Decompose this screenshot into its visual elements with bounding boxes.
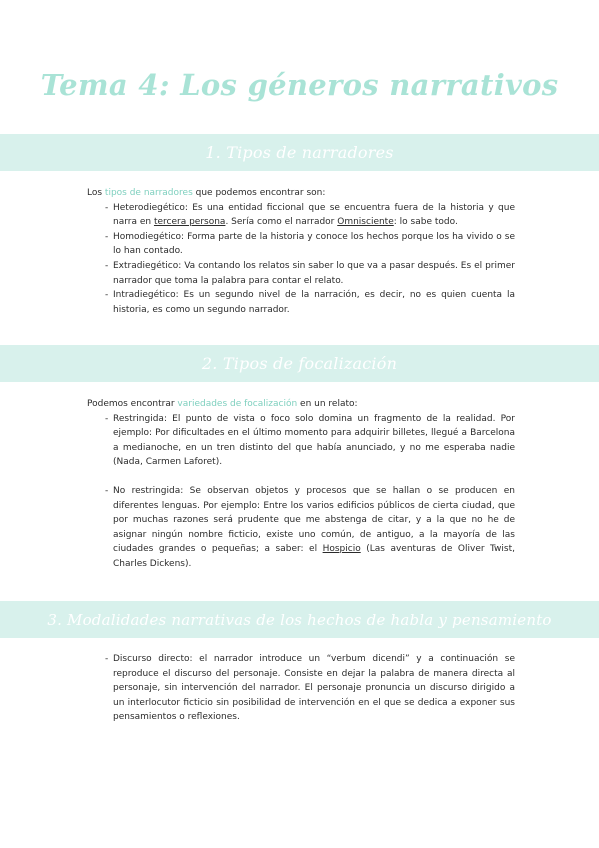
section-heading-modalidades: 3. Modalidades narrativas de los hechos de habla y pensamiento: [0, 601, 599, 638]
item-text: Heterodiegético: Es una entidad ficcional que se encuentra fuera de la historia y que narra en: [113, 202, 515, 228]
item-text: : lo sabe todo.: [393, 217, 458, 228]
intro-text: Podemos encontrar: [87, 399, 178, 409]
list-item: - Homodiegético: Forma parte de la historia y conoce los hechos porque los ha vivido o se lo han contado.: [87, 230, 515, 259]
intro-paragraph: [87, 186, 515, 201]
intro-text: que podemos encontrar son:: [192, 188, 326, 198]
narrator-list: [87, 201, 515, 318]
item-text: . Sería como el narrador: [225, 217, 338, 228]
intro-text: en un relato:: [297, 399, 358, 409]
list-item: [87, 201, 515, 230]
item-text: No restringida: Se observan objetos y procesos que se hallan o se producen en diferentes lenguas. Por ejemplo: Entre los varios edificios públicos de cierta ciudad, que por muchas razones será prudente que me abstenga de citar, y a la que no he de asignar ningún nombre ficticio, existe uno común, de antiguo, a la mayoría de las ciudades grandes o pequeñas; a saber: el: [113, 485, 515, 555]
list-item: - Extradiegético: Va contando los relatos sin saber lo que va a pasar después. Es el primer narrador que toma la palabra para contar el relato.: [87, 259, 515, 288]
underlined-term: tercera persona: [153, 217, 226, 228]
section-heading-focalizacion: 2. Tipos de focalización: [0, 345, 599, 382]
focalization-list: [87, 412, 515, 572]
document-title: Tema 4: Los géneros narrativos: [40, 68, 559, 102]
section-body-modalidades: [87, 652, 515, 725]
item-text: (Las aventuras de Oliver Twist, Charles Dickens).: [113, 544, 515, 569]
list-item: - Intradiegético: Es un segundo nivel de la narración, es decir, no es quien cuenta la historia, es como un segundo narrador.: [87, 288, 515, 317]
underlined-term: Omnisciente: [337, 217, 394, 228]
section-heading-narradores: 1. Tipos de narradores: [0, 134, 599, 171]
list-item: [87, 484, 515, 572]
list-item: - Restringida: El punto de vista o foco solo domina un fragmento de la realidad. Por ejemplo: Por dificultades en el último momento para adquirir billetes, llegué a Barcelona a medianoche, en un tren distinto del que había anunciado, y no me esperaba nadie (Nada, Carmen Laforet).: [87, 412, 515, 470]
intro-paragraph: [87, 397, 515, 412]
highlighted-term: tipos de narradores: [104, 188, 193, 198]
section-body-focalizacion: [87, 397, 515, 572]
underlined-term: Hospicio: [322, 544, 361, 555]
list-item: - Discurso directo: el narrador introduce un “verbum dicendi” y a continuación se reproduce el discurso del personaje. Consiste en dejar la palabra de manera directa al personaje, sin intervención del narrador. El personaje pronuncia un discurso dirigido a un interlocutor ficticio sin posibilidad de intervención en el que se dedica a exponer sus pensamientos o reflexiones.: [87, 652, 515, 725]
highlighted-term: variedades de focalización: [177, 399, 298, 409]
section-body-narradores: [87, 186, 515, 317]
list-spacer: [87, 470, 515, 484]
modalities-list: [87, 652, 515, 725]
intro-text: Los: [87, 188, 105, 198]
